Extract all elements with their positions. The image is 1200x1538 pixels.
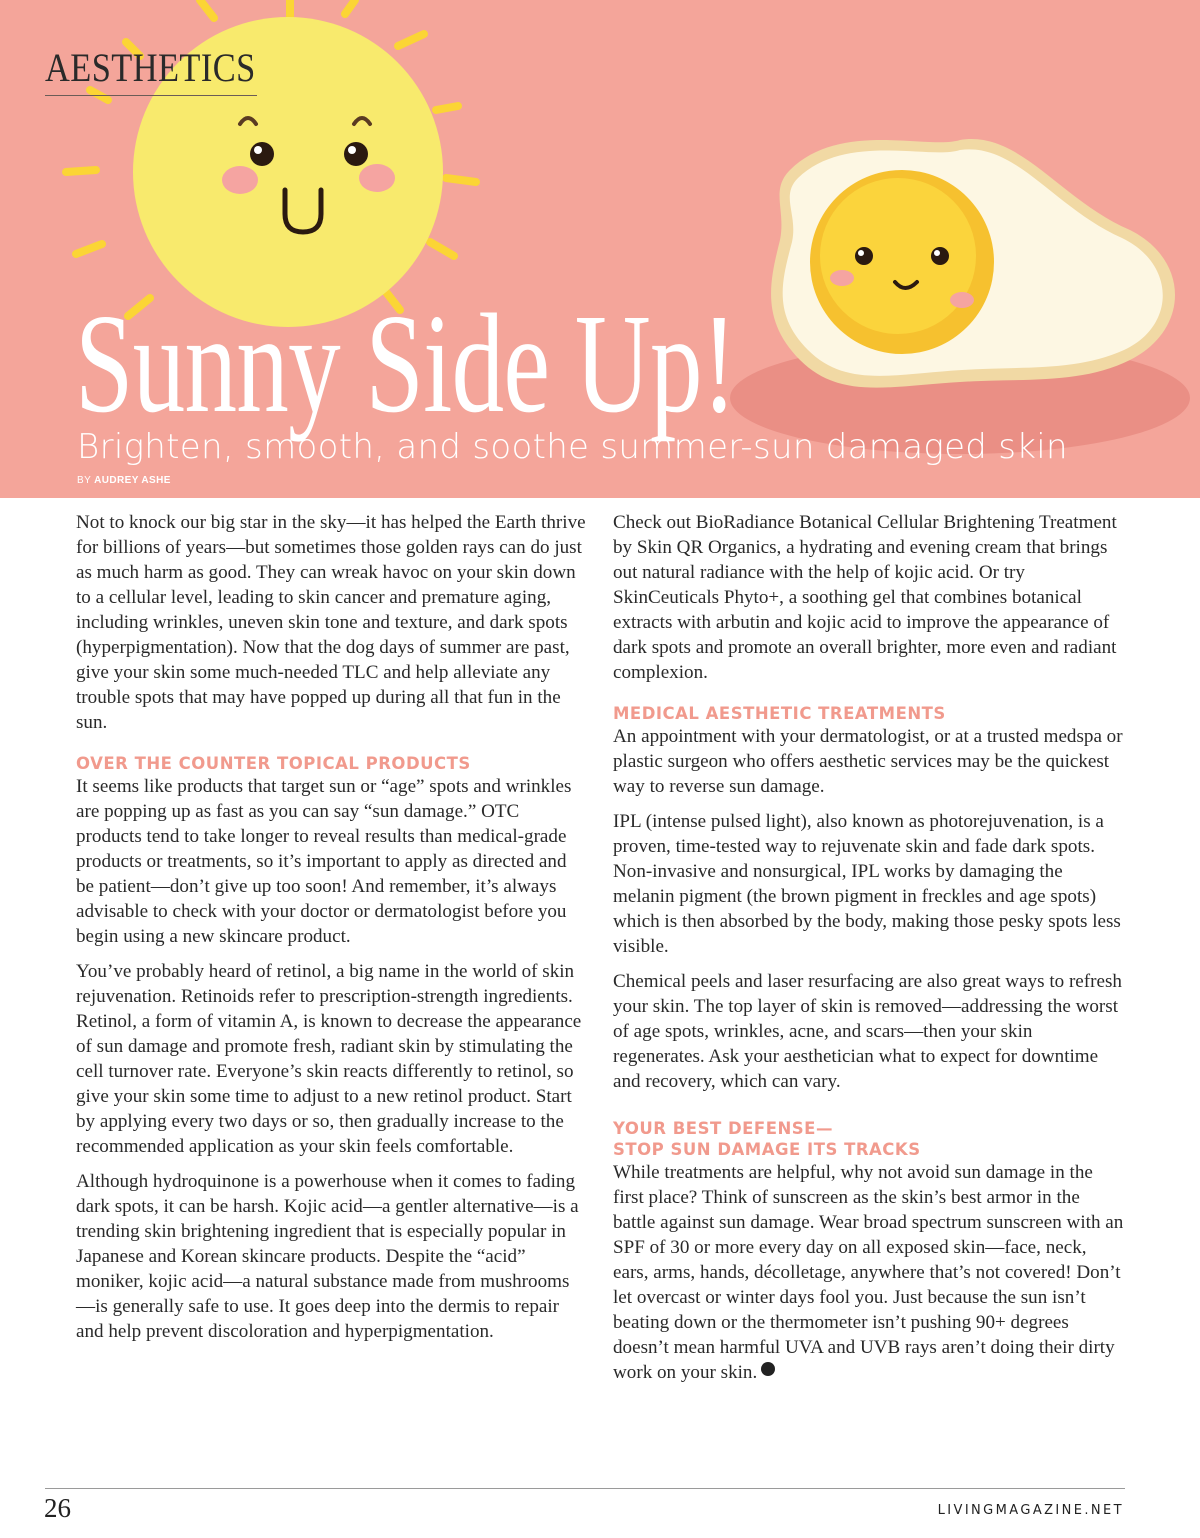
body-paragraph: An appointment with your dermatologist, or at a trusted medspa or plastic surgeon who offers aesthetic services may be the quickest way to reverse sun damage. [613,726,1123,797]
body-paragraph: Not to knock our big star in the sky—it has helped the Earth thrive for billions of years—but sometimes those golden rays can do just as much harm as good. They can wreak havoc on your skin down to a cellular level, leading to skin cancer and premature aging, including wrinkles, uneven skin tone and texture, and dark spots (hyperpigmentation). Now that the dog days of summer are past, give your skin some much-needed TLC and help alleviate any trouble spots that may have popped up during all that fun in the sun. [76,512,586,733]
section-heading: MEDICAL AESTHETIC TREATMENTS [613,704,946,723]
body-paragraph: Chemical peels and laser resurfacing are also great ways to refresh your skin. The top layer of skin is removed—addressing the worst of age spots, wrinkles, acne, and scars—then your skin regenerates. Ask your aesthetician what to expect for downtime and recovery, which can vary. [613,971,1122,1092]
footer-divider [45,1488,1125,1489]
smiling-fried-egg-icon [771,139,1175,388]
article-title: Sunny Side Up! [75,284,737,442]
body-paragraph: Although hydroquinone is a powerhouse when it comes to fading dark spots, it can be harsh. Kojic acid—a gentler alternative—is a trending skin brightening ingredient that is especially popular in Japanese and Korean skincare products. Despite the “acid” moniker, kojic acid—a natural substance made from mushrooms—is generally safe to use. It goes deep into the dermis to repair and help prevent discoloration and hyperpigmentation. [76,1171,579,1342]
final-paragraph-text: While treatments are helpful, why not avoid sun damage in the first place? Think of sunscreen as the skin’s best armor in the battle against sun damage. Wear broad spectrum sunscreen with an SPF of 30 or more every day on all exposed skin—face, neck, ears, arms, hands, décolletage, anywhere that’s not covered! Don’t let overcast or winter days fool you. Just because the sun isn’t beating down or the thermometer isn’t pushing 90+ degrees doesn’t mean harmful UVA and UVB rays aren’t doing their dirty work on your skin. [613,1162,1124,1383]
section-heading: YOUR BEST DEFENSE— STOP SUN DAMAGE ITS TRACKS [613,1119,921,1159]
left-column [76,510,588,1354]
body-paragraph: IPL (intense pulsed light), also known as photorejuvenation, is a proven, time-tested way to rejuvenate skin and fade dark spots. Non-invasive and nonsurgical, IPL works by damaging the melanin pigment (the brown pigment in freckles and age spots) which is then absorbed by the body, making those pesky spots less visible. [613,811,1121,957]
body-paragraph-final [613,1160,1125,1385]
end-mark-icon [761,1362,775,1376]
body-paragraph: Check out BioRadiance Botanical Cellular Brightening Treatment by Skin QR Organics, a hydrating and evening cream that brings out natural radiance with the help of kojic acid. Or try SkinCeuticals Phyto+, a soothing gel that combines botanical extracts with arbutin and kojic acid to improve the appearance of dark spots and promote an overall brighter, more even and radiant complexion. [613,512,1117,683]
body-paragraph: It seems like products that target sun or “age” spots and wrinkles are popping up as fast as you can say “sun damage.” OTC products tend to take longer to reveal results than medical-grade products or treatments, so it’s important to apply as directed and be patient—don’t give up too soon! And remember, it’s always advisable to check with your doctor or dermatologist before you begin using a new skincare product. [76,776,572,947]
byline-author: AUDREY ASHE [94,475,171,486]
section-underline [45,95,257,96]
article-header [0,0,1200,498]
section-label: AESTHETICS [45,45,256,90]
article-subtitle: Brighten, smooth, and soothe summer-sun damaged skin [77,427,1068,467]
footer-website: LIVINGMAGAZINE.NET [937,1503,1124,1518]
byline [77,475,171,486]
right-column [613,510,1125,1395]
section-heading: OVER THE COUNTER TOPICAL PRODUCTS [76,754,471,773]
page-number: 26 [44,1493,71,1523]
byline-prefix: BY [77,475,95,486]
body-paragraph: You’ve probably heard of retinol, a big name in the world of skin rejuvenation. Retinoids refer to prescription-strength ingredients. Retinol, a form of vitamin A, is known to decrease the appearance of sun damage and promote fresh, radiant skin by stimulating the cell turnover rate. Everyone’s skin reacts differently to retinol, so give your skin some time to adjust to a new retinol product. Start by applying every two days or so, then gradually increase to the recommended application as your skin feels comfortable. [76,961,582,1157]
